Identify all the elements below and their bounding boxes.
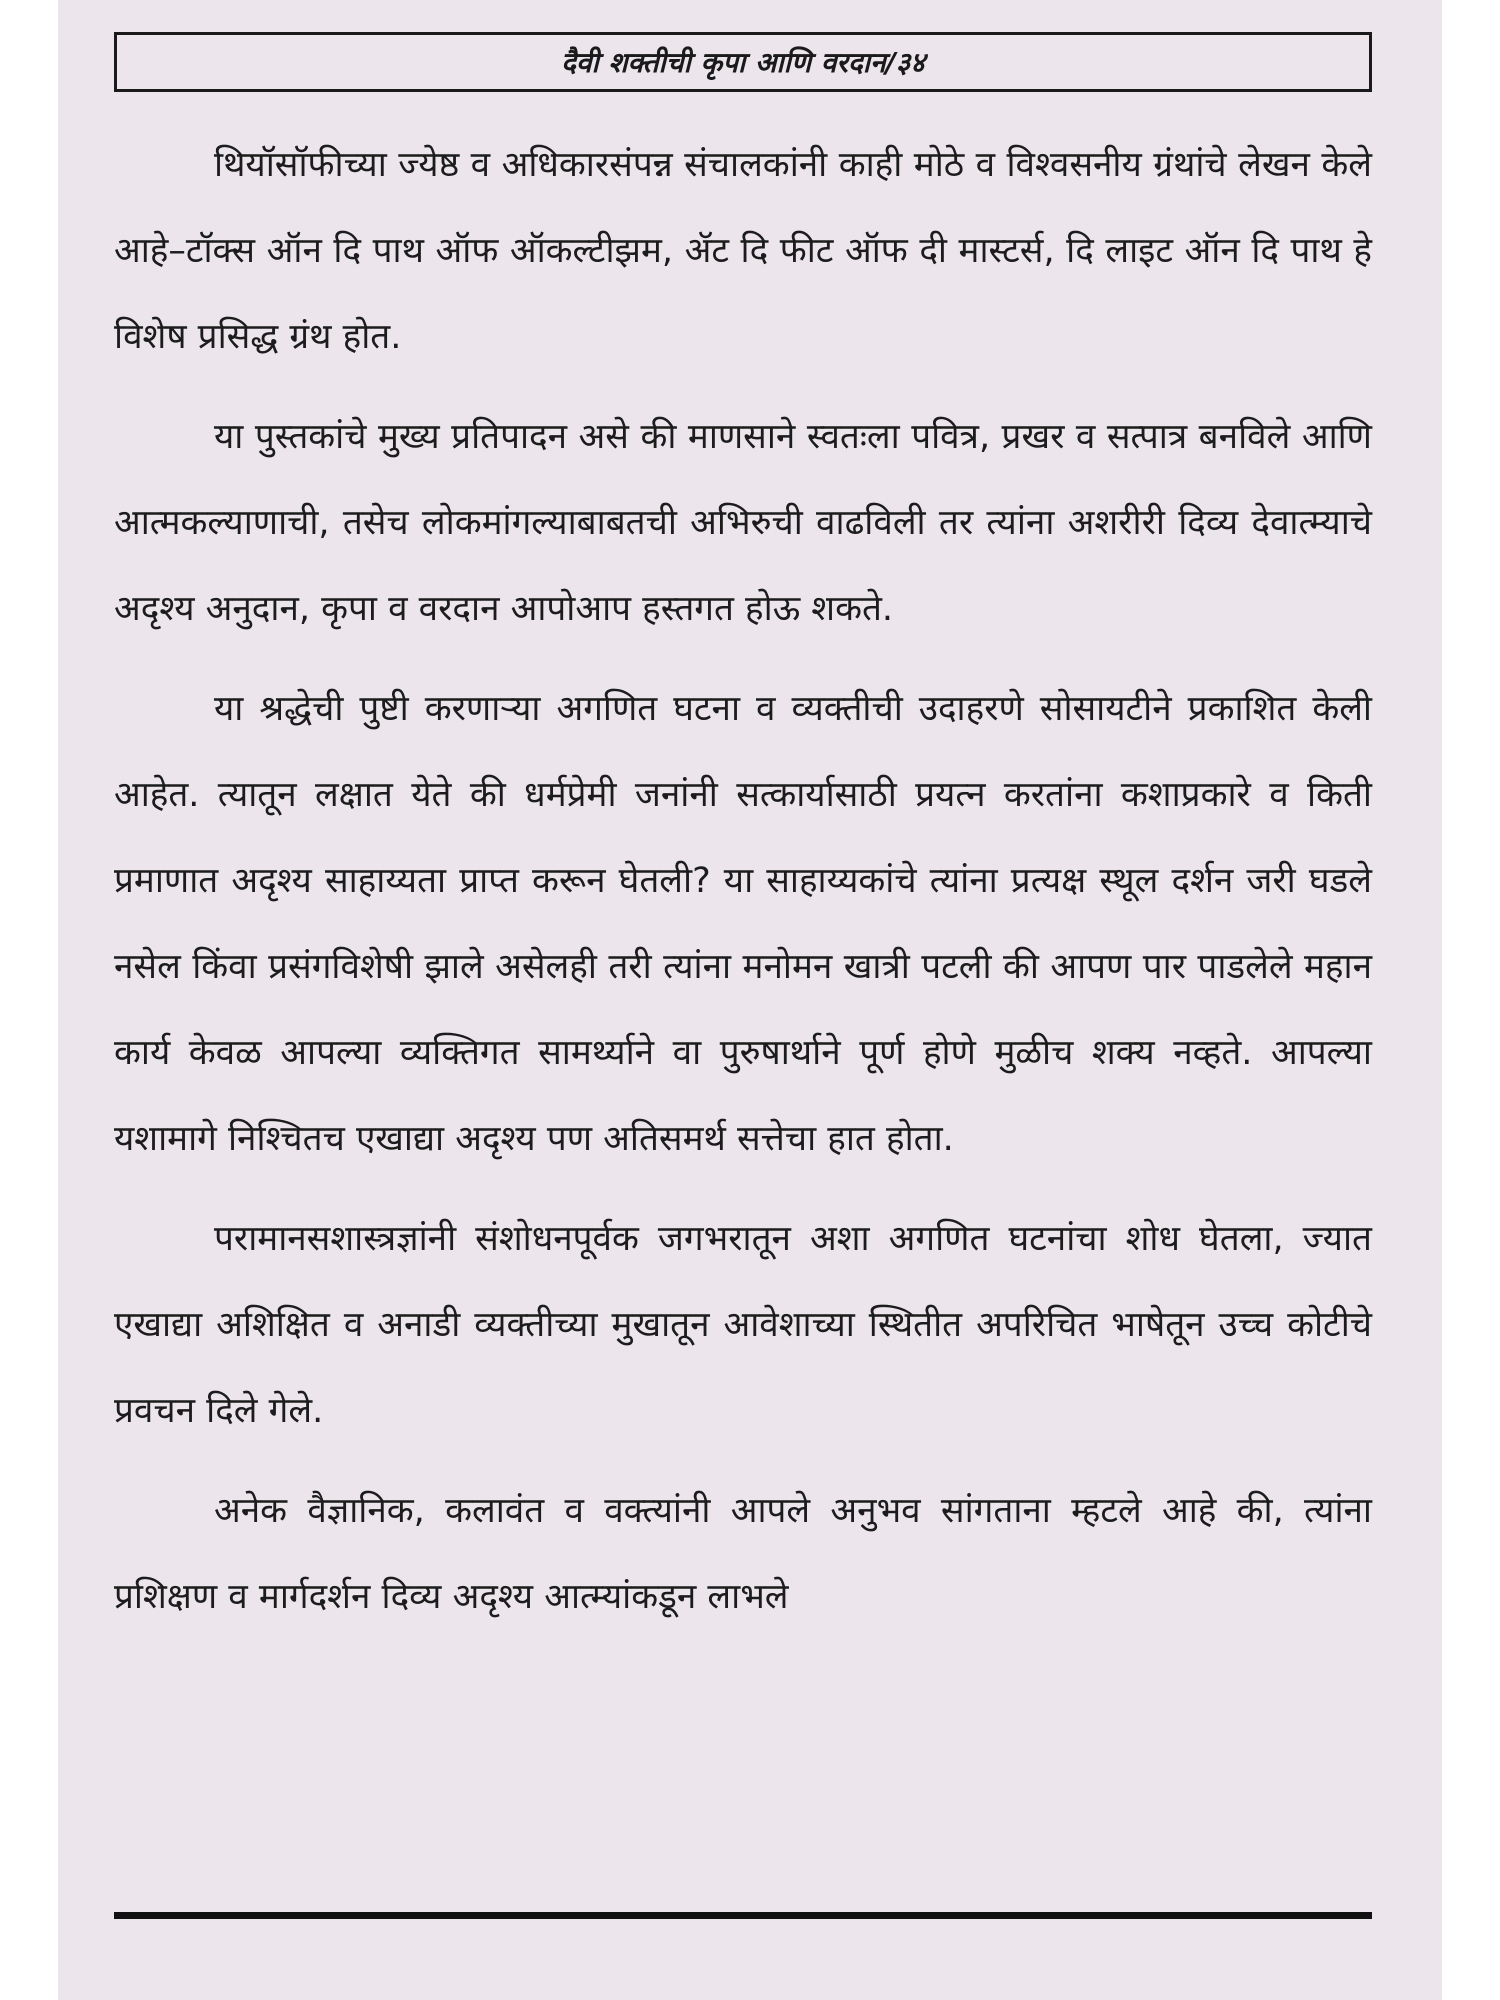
paragraph: या श्रद्धेची पुष्टी करणाऱ्या अगणित घटना व व्यक्तीची उदाहरणे सोसायटीने प्रकाशित केली आहेत. त्यातून लक्षात येते की धर्मप्रेमी जनांनी सत्कार्यासाठी प्रयत्न करतांना कशाप्रकारे व किती प्रमाणात अदृश्य साहाय्यता प्राप्त करून घेतली? या साहाय्यकांचे त्यांना प्रत्यक्ष स्थूल दर्शन जरी घडले नसेल किंवा प्रसंगविशेषी झाले असेलही तरी त्यांना मनोमन खात्री पटली की आपण पार पाडलेले महान कार्य केवळ आपल्या व्यक्तिगत सामर्थ्याने वा पुरुषार्थाने पूर्ण होणे मुळीच शक्य नव्हते. आपल्या यशामागे निश्चितच एखाद्या अदृश्य पण अतिसमर्थ सत्तेचा हात होता.: [114, 689, 1372, 1159]
book-page: [58, 0, 1442, 2000]
footer-rule: [114, 1912, 1372, 1919]
paragraph: अनेक वैज्ञानिक, कलावंत व वक्त्यांनी आपले अनुभव सांगताना म्हटले आहे की, त्यांना प्रशिक्षण व मार्गदर्शन दिव्य अदृश्य आत्म्यांकडून लाभले: [114, 1491, 1372, 1617]
paragraph: या पुस्तकांचे मुख्य प्रतिपादन असे की माणसाने स्वतःला पवित्र, प्रखर व सत्पात्र बनविले आणि आत्मकल्याणाची, तसेच लोकमांगल्याबाबतची अभिरुची वाढविली तर त्यांना अशरीरी दिव्य देवात्म्याचे अदृश्य अनुदान, कृपा व वरदान आपोआप हस्तगत होऊ शकते.: [114, 417, 1372, 629]
running-header: [114, 32, 1372, 92]
page-body: [114, 122, 1372, 1654]
paragraph: परामानसशास्त्रज्ञांनी संशोधनपूर्वक जगभरातून अशा अगणित घटनांचा शोध घेतला, ज्यात एखाद्या अशिक्षित व अनाडी व्यक्तीच्या मुखातून आवेशाच्या स्थितीत अपरिचित भाषेतून उच्च कोटीचे प्रवचन दिले गेले.: [114, 1219, 1372, 1431]
paragraph: थियॉसॉफीच्या ज्येष्ठ व अधिकारसंपन्न संचालकांनी काही मोठे व विश्वसनीय ग्रंथांचे लेखन केले आहे–टॉक्स ऑन दि पाथ ऑफ ऑकल्टीझम, ॲट दि फीट ऑफ दी मास्टर्स, दि लाइट ऑन दि पाथ हे विशेष प्रसिद्ध ग्रंथ होत.: [114, 145, 1372, 357]
page-header-title: दैवी शक्तीची कृपा आणि वरदान/३४: [561, 46, 925, 79]
